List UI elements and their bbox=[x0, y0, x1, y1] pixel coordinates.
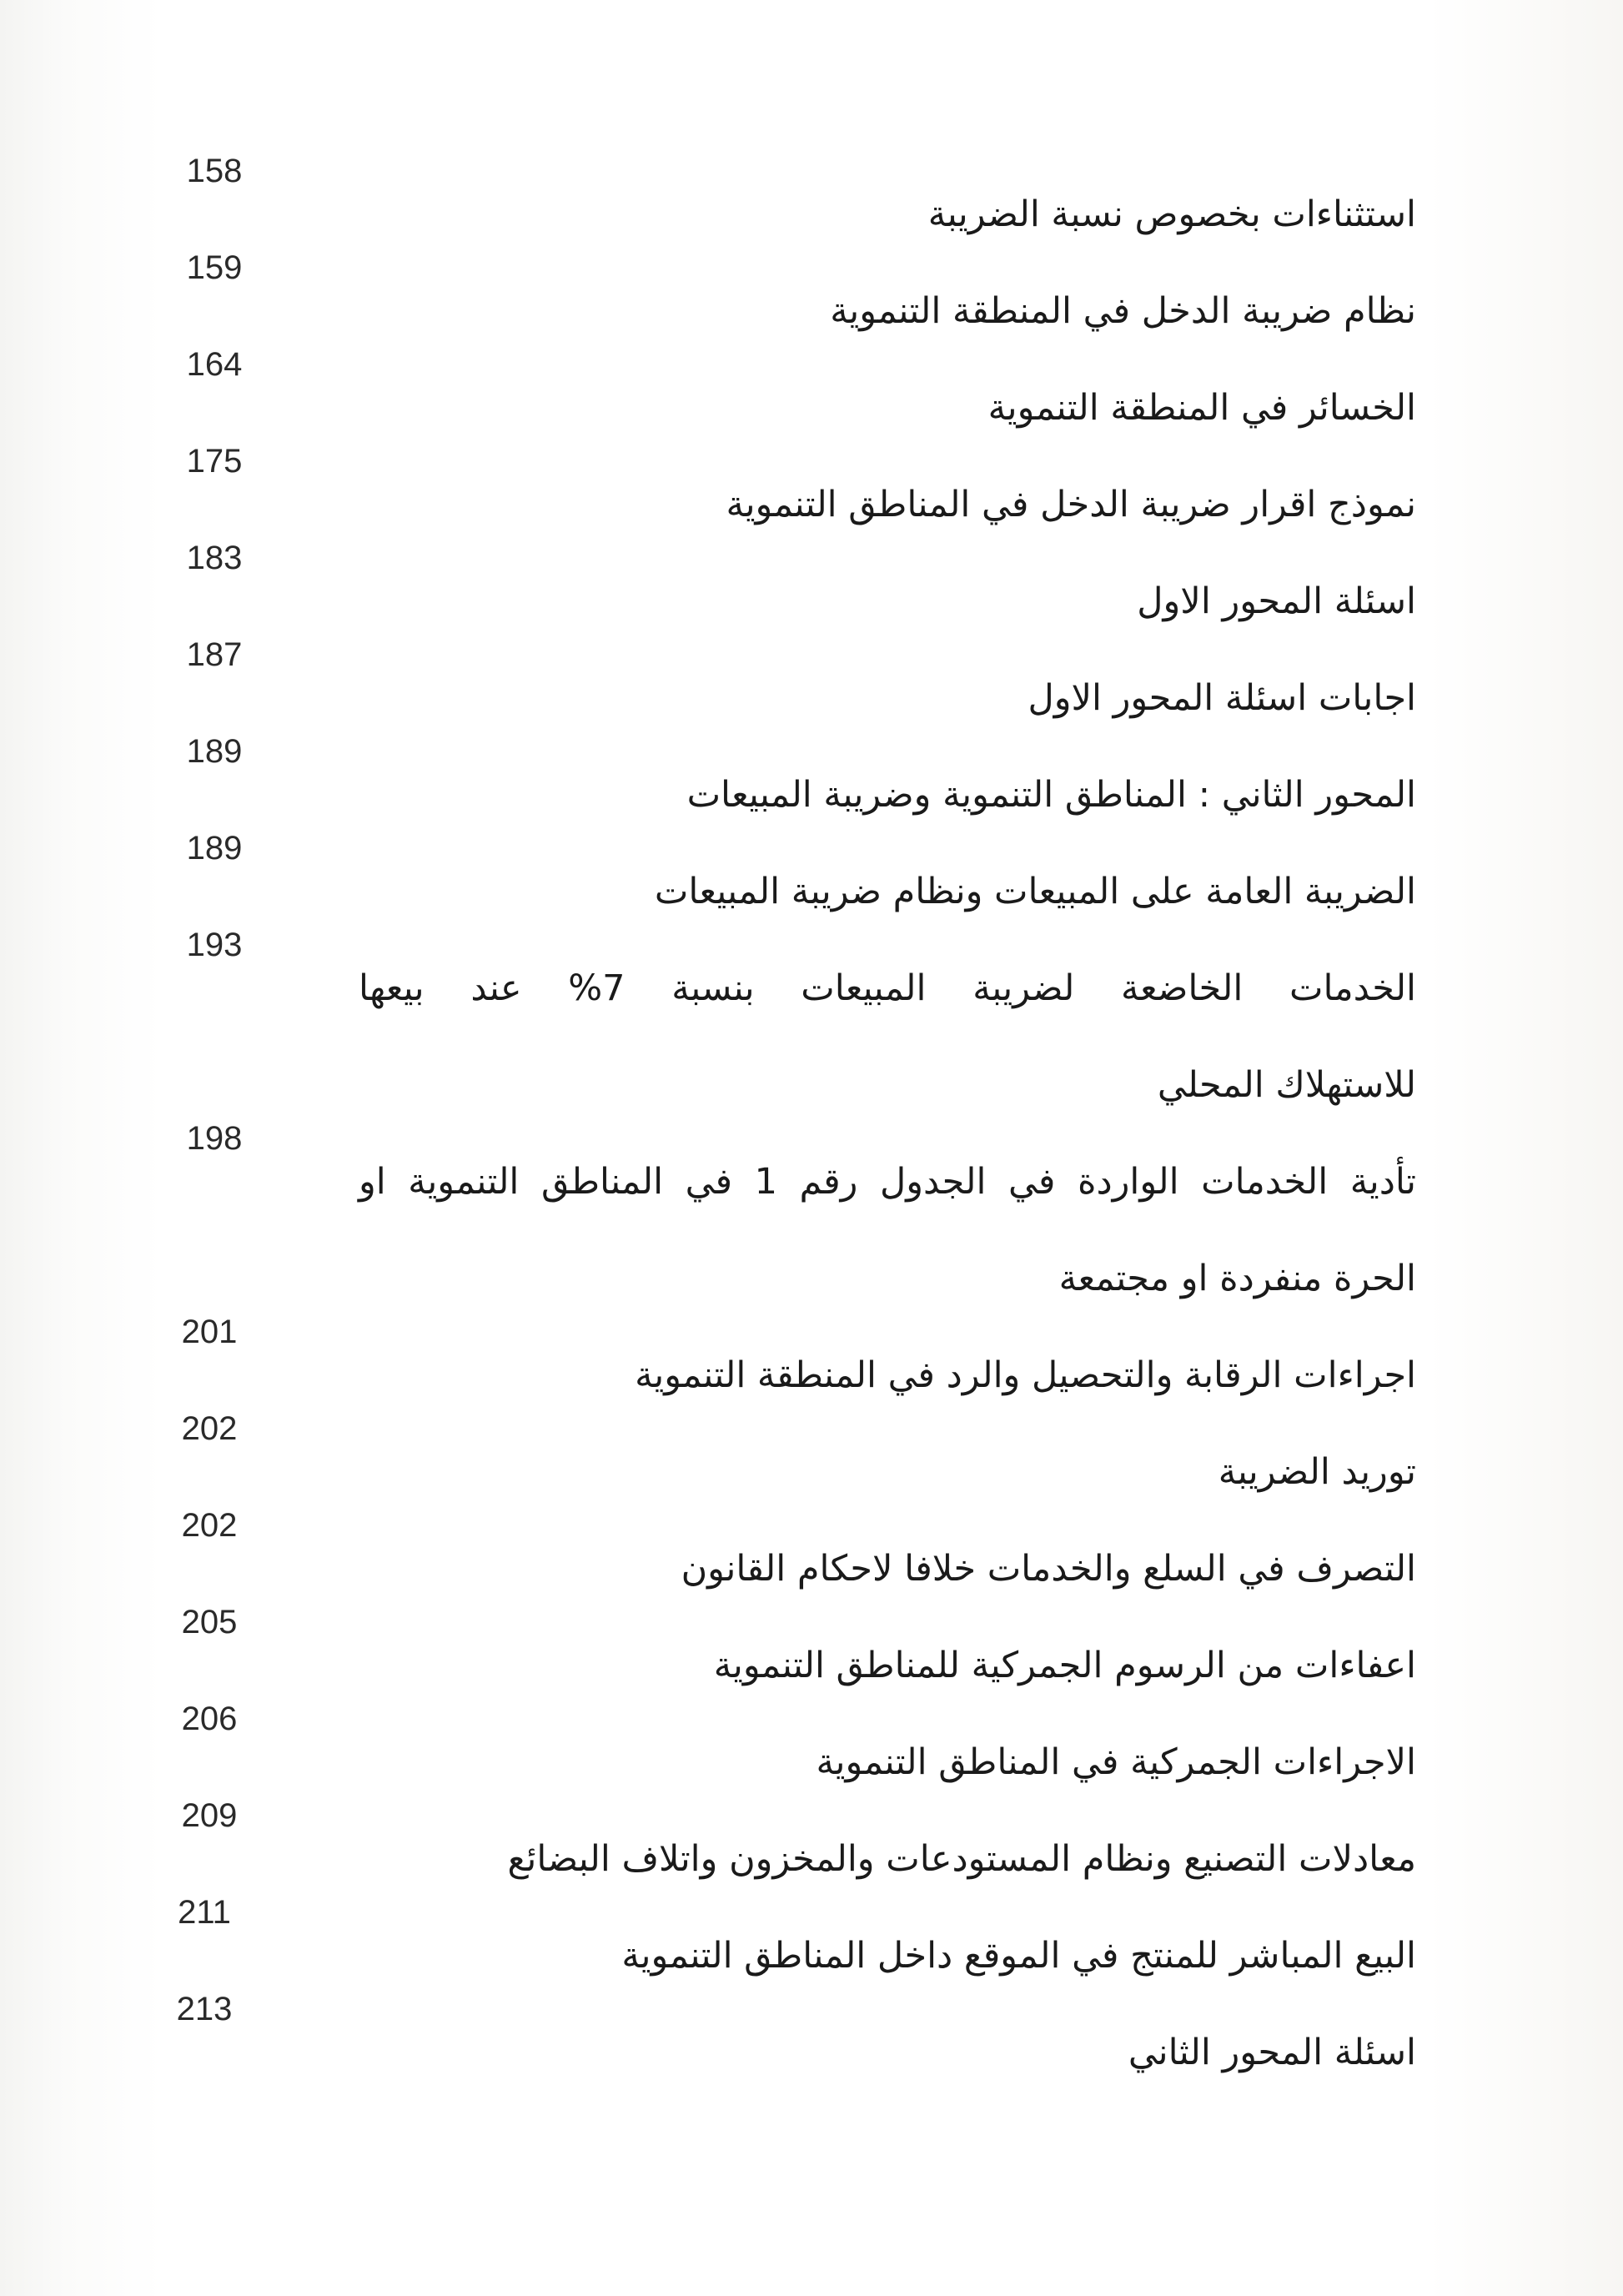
toc-entry-title: التصرف في السلع والخدمات خلافا لاحكام القانون bbox=[681, 1548, 1416, 1590]
toc-page-number: 202 bbox=[181, 1507, 238, 1544]
toc-page-number: 201 bbox=[181, 1314, 238, 1350]
toc-entry bbox=[0, 1509, 1623, 1605]
toc-entry-title: اعفاءات من الرسوم الجمركية للمناطق التنموية bbox=[713, 1645, 1416, 1686]
toc-page-number: 187 bbox=[186, 636, 243, 673]
toc-entry bbox=[0, 348, 1623, 445]
toc-entry bbox=[0, 251, 1623, 348]
toc-entry bbox=[0, 1896, 1623, 1992]
toc-entry bbox=[0, 445, 1623, 541]
toc-entry-title: نظام ضريبة الدخل في المنطقة التنموية bbox=[830, 290, 1416, 332]
toc-entry bbox=[0, 1315, 1623, 1412]
toc-page-number: 183 bbox=[186, 540, 243, 576]
toc-entry-title: تأدية الخدمات الواردة في الجدول رقم 1 في المناطق التنموية او bbox=[359, 1161, 1416, 1203]
toc-entry bbox=[0, 831, 1623, 928]
toc-page-number: 206 bbox=[181, 1701, 238, 1737]
toc-entry-title: المحور الثاني : المناطق التنموية وضريبة المبيعات bbox=[686, 774, 1416, 816]
toc-page-number: 159 bbox=[186, 249, 243, 286]
toc-entry bbox=[0, 1992, 1623, 2089]
toc-entry bbox=[0, 1605, 1623, 1702]
toc-entry-title: الخسائر في المنطقة التنموية bbox=[987, 387, 1416, 429]
toc-page-number: 198 bbox=[186, 1120, 243, 1157]
toc-entry bbox=[0, 1799, 1623, 1896]
toc-entry-title: الضريبة العامة على المبيعات ونظام ضريبة المبيعات bbox=[654, 871, 1416, 912]
toc-entry-title: استثناءات بخصوص نسبة الضريبة bbox=[927, 193, 1416, 235]
toc-entry-title: اسئلة المحور الاول bbox=[1137, 580, 1416, 622]
toc-entry bbox=[0, 1122, 1623, 1218]
toc-entry bbox=[0, 735, 1623, 831]
toc-entry-title: الحرة منفردة او مجتمعة bbox=[1058, 1258, 1416, 1299]
toc-page-number: 202 bbox=[181, 1410, 238, 1447]
toc-entry bbox=[0, 154, 1623, 251]
toc-entry-title: للاستهلاك المحلي bbox=[1157, 1064, 1416, 1106]
toc-entry bbox=[0, 1412, 1623, 1509]
toc-page-number: 213 bbox=[176, 1991, 233, 2027]
toc-page-number: 189 bbox=[186, 733, 243, 770]
toc-page-number: 211 bbox=[178, 1894, 231, 1931]
toc-entry-title: معادلات التصنيع ونظام المستودعات والمخزون واتلاف البضائع bbox=[507, 1838, 1416, 1880]
toc-entry-title: اجابات اسئلة المحور الاول bbox=[1028, 677, 1416, 719]
toc-entry bbox=[0, 1702, 1623, 1799]
toc-page-number: 158 bbox=[186, 153, 243, 189]
toc-entry-title: توريد الضريبة bbox=[1218, 1451, 1416, 1493]
toc-page-number: 175 bbox=[186, 443, 243, 480]
toc-page-number: 205 bbox=[181, 1604, 238, 1640]
toc-entry-title: اسئلة المحور الثاني bbox=[1128, 2032, 1416, 2073]
toc-entry bbox=[0, 928, 1623, 1025]
toc-entry-title: الخدمات الخاضعة لضريبة المبيعات بنسبة 7% عند بيعها bbox=[359, 967, 1416, 1009]
toc-entry bbox=[0, 638, 1623, 735]
toc-entry-continuation bbox=[0, 1025, 1623, 1122]
toc-entry bbox=[0, 541, 1623, 638]
toc-page-number: 193 bbox=[186, 927, 243, 963]
toc-entry-title: البيع المباشر للمنتج في الموقع داخل المناطق التنموية bbox=[621, 1935, 1416, 1977]
toc-entry-title: نموذج اقرار ضريبة الدخل في المناطق التنموية bbox=[726, 484, 1416, 525]
toc-entry-continuation bbox=[0, 1218, 1623, 1315]
toc-page-number: 164 bbox=[186, 346, 243, 383]
toc-page-number: 189 bbox=[186, 830, 243, 867]
toc-entry-title: اجراءات الرقابة والتحصيل والرد في المنطقة التنموية bbox=[635, 1354, 1416, 1396]
toc-entry-title: الاجراءات الجمركية في المناطق التنموية bbox=[816, 1741, 1416, 1783]
toc-page-number: 209 bbox=[181, 1797, 238, 1834]
